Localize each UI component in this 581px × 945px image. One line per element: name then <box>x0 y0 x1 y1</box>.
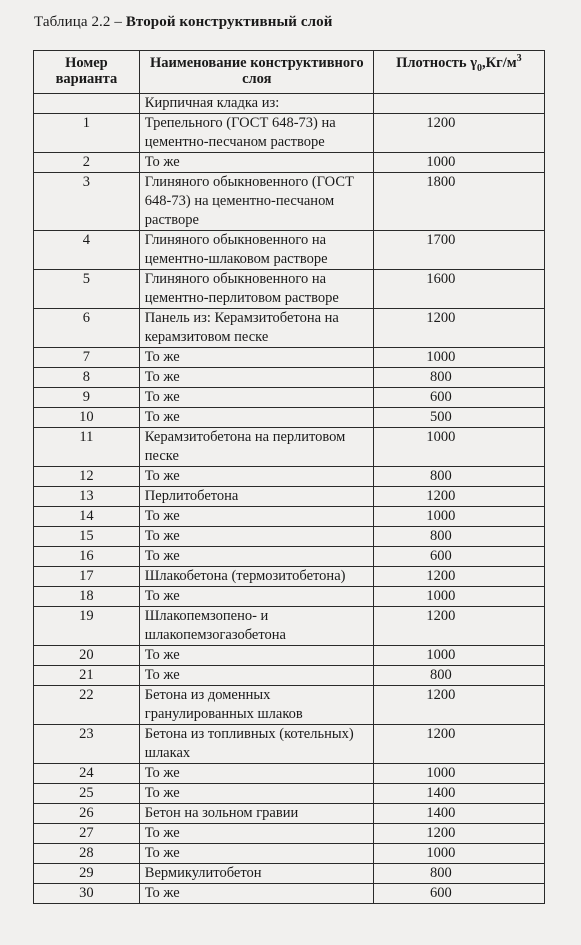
cell-variant-number: 29 <box>34 864 140 884</box>
cell-density: 600 <box>373 884 544 904</box>
table-row <box>34 587 545 607</box>
cell-variant-number: 27 <box>34 824 140 844</box>
cell-variant-number: 17 <box>34 567 140 587</box>
cell-variant-number: 21 <box>34 666 140 686</box>
header-density: Плотность $\gamma_0,Кг/м^3$ <box>373 51 544 94</box>
cell-variant-number: 8 <box>34 368 140 388</box>
cell-density: 500 <box>373 408 544 428</box>
cell-layer-name: То же <box>139 824 373 844</box>
table-row <box>34 884 545 904</box>
cell-layer-name: Перлитобетона <box>139 487 373 507</box>
table-row <box>34 467 545 487</box>
cell-variant-number: 19 <box>34 607 140 646</box>
cell-density: 1600 <box>373 270 544 309</box>
cell-density: 1000 <box>373 587 544 607</box>
cell-variant-number: 25 <box>34 784 140 804</box>
table-row <box>34 408 545 428</box>
cell-variant-number: 30 <box>34 884 140 904</box>
cell-variant-number: 14 <box>34 507 140 527</box>
cell-density: 1000 <box>373 507 544 527</box>
cell-density: 1200 <box>373 824 544 844</box>
cell-layer-name: Шлакобетона (термозитобетона) <box>139 567 373 587</box>
cell-density: 1400 <box>373 784 544 804</box>
cell-variant-number: 9 <box>34 388 140 408</box>
cell-layer-name: То же <box>139 348 373 368</box>
cell-variant-number: 6 <box>34 309 140 348</box>
table-row <box>34 725 545 764</box>
cell-layer-name: То же <box>139 666 373 686</box>
table-caption <box>34 14 332 31</box>
table-row <box>34 567 545 587</box>
table-row <box>34 173 545 231</box>
cell-density: 1700 <box>373 231 544 270</box>
cell-layer-name: Панель из: Керамзитобетона на керамзитовом песке <box>139 309 373 348</box>
cell-layer-name: То же <box>139 784 373 804</box>
cell-density: 600 <box>373 547 544 567</box>
cell-density: 1000 <box>373 428 544 467</box>
table-row <box>34 607 545 646</box>
table-row <box>34 487 545 507</box>
table-header-row <box>34 51 545 94</box>
cell-density: 1000 <box>373 348 544 368</box>
table-row <box>34 114 545 153</box>
cell-density: 1400 <box>373 804 544 824</box>
cell-variant-number: 4 <box>34 231 140 270</box>
cell-density: 800 <box>373 864 544 884</box>
table-row <box>34 309 545 348</box>
cell-layer-name: Бетон на зольном гравии <box>139 804 373 824</box>
cell-density: 1200 <box>373 686 544 725</box>
cell-layer-name: Глиняного обыкновенного на цементно-перлитовом растворе <box>139 270 373 309</box>
cell-layer-name: Глиняного обыкновенного на цементно-шлаковом растворе <box>139 231 373 270</box>
table-row <box>34 348 545 368</box>
cell-layer-name: То же <box>139 547 373 567</box>
cell-density: 1800 <box>373 173 544 231</box>
cell-density: 1200 <box>373 567 544 587</box>
table-row <box>34 844 545 864</box>
cell-density: 1200 <box>373 309 544 348</box>
cell-layer-name: То же <box>139 408 373 428</box>
table-row <box>34 804 545 824</box>
cell-variant-number: 18 <box>34 587 140 607</box>
cell-layer-name: То же <box>139 884 373 904</box>
cell-layer-name: То же <box>139 467 373 487</box>
cell-variant-number: 2 <box>34 153 140 173</box>
cell-variant-number: 15 <box>34 527 140 547</box>
cell-density: 1200 <box>373 607 544 646</box>
table-row <box>34 864 545 884</box>
cell-density: 1000 <box>373 153 544 173</box>
table-row <box>34 270 545 309</box>
cell-variant-number: 13 <box>34 487 140 507</box>
cell-variant-number: 3 <box>34 173 140 231</box>
cell-variant-number: 10 <box>34 408 140 428</box>
cell-density <box>373 94 544 114</box>
cell-density: 1000 <box>373 646 544 666</box>
cell-layer-name: Шлакопемзопено- и шлакопемзогазобетона <box>139 607 373 646</box>
cell-layer-name: Глиняного обыкновенного (ГОСТ 648-73) на цементно-песчаном растворе <box>139 173 373 231</box>
caption-prefix: Таблица 2.2 – <box>34 14 126 30</box>
cell-layer-name: То же <box>139 646 373 666</box>
table-body <box>34 94 545 904</box>
header-variant: Номер варианта <box>34 51 140 94</box>
cell-density: 1200 <box>373 487 544 507</box>
cell-layer-name: Бетона из топливных (котельных) шлаках <box>139 725 373 764</box>
cell-layer-name: То же <box>139 153 373 173</box>
table-row <box>34 646 545 666</box>
cell-variant-number: 5 <box>34 270 140 309</box>
table-row <box>34 547 545 567</box>
table-row <box>34 94 545 114</box>
table-row <box>34 824 545 844</box>
cell-layer-name: Трепельного (ГОСТ 648-73) на цементно-песчаном растворе <box>139 114 373 153</box>
table-row <box>34 507 545 527</box>
table-row <box>34 428 545 467</box>
table-row <box>34 764 545 784</box>
cell-variant-number: 22 <box>34 686 140 725</box>
cell-density: 1200 <box>373 114 544 153</box>
cell-layer-name: То же <box>139 764 373 784</box>
cell-layer-name: Керамзитобетона на перлитовом песке <box>139 428 373 467</box>
table-row <box>34 153 545 173</box>
cell-layer-name: То же <box>139 844 373 864</box>
cell-density: 800 <box>373 467 544 487</box>
cell-density: 1000 <box>373 844 544 864</box>
cell-variant-number: 28 <box>34 844 140 864</box>
table-row <box>34 388 545 408</box>
caption-title: Второй конструктивный слой <box>125 14 333 30</box>
cell-density: 1000 <box>373 764 544 784</box>
cell-variant-number: 26 <box>34 804 140 824</box>
cell-density: 800 <box>373 666 544 686</box>
cell-density: 800 <box>373 527 544 547</box>
cell-layer-name: Вермикулитобетон <box>139 864 373 884</box>
cell-variant-number: 16 <box>34 547 140 567</box>
cell-layer-name: То же <box>139 388 373 408</box>
header-name: Наименование конструктивного слоя <box>139 51 373 94</box>
cell-variant-number <box>34 94 140 114</box>
cell-variant-number: 24 <box>34 764 140 784</box>
cell-density: 600 <box>373 388 544 408</box>
cell-variant-number: 20 <box>34 646 140 666</box>
layers-table <box>33 50 545 904</box>
table-row <box>34 368 545 388</box>
cell-density: 1200 <box>373 725 544 764</box>
table-row <box>34 666 545 686</box>
cell-variant-number: 1 <box>34 114 140 153</box>
cell-layer-name: То же <box>139 368 373 388</box>
cell-variant-number: 7 <box>34 348 140 368</box>
cell-variant-number: 12 <box>34 467 140 487</box>
cell-layer-name: То же <box>139 527 373 547</box>
cell-variant-number: 23 <box>34 725 140 764</box>
table-row <box>34 231 545 270</box>
cell-layer-name: То же <box>139 507 373 527</box>
cell-layer-name: То же <box>139 587 373 607</box>
table-row <box>34 527 545 547</box>
cell-layer-name: Кирпичная кладка из: <box>139 94 373 114</box>
cell-variant-number: 11 <box>34 428 140 467</box>
cell-density: 800 <box>373 368 544 388</box>
table-row <box>34 784 545 804</box>
table-row <box>34 686 545 725</box>
cell-layer-name: Бетона из доменных гранулированных шлаков <box>139 686 373 725</box>
